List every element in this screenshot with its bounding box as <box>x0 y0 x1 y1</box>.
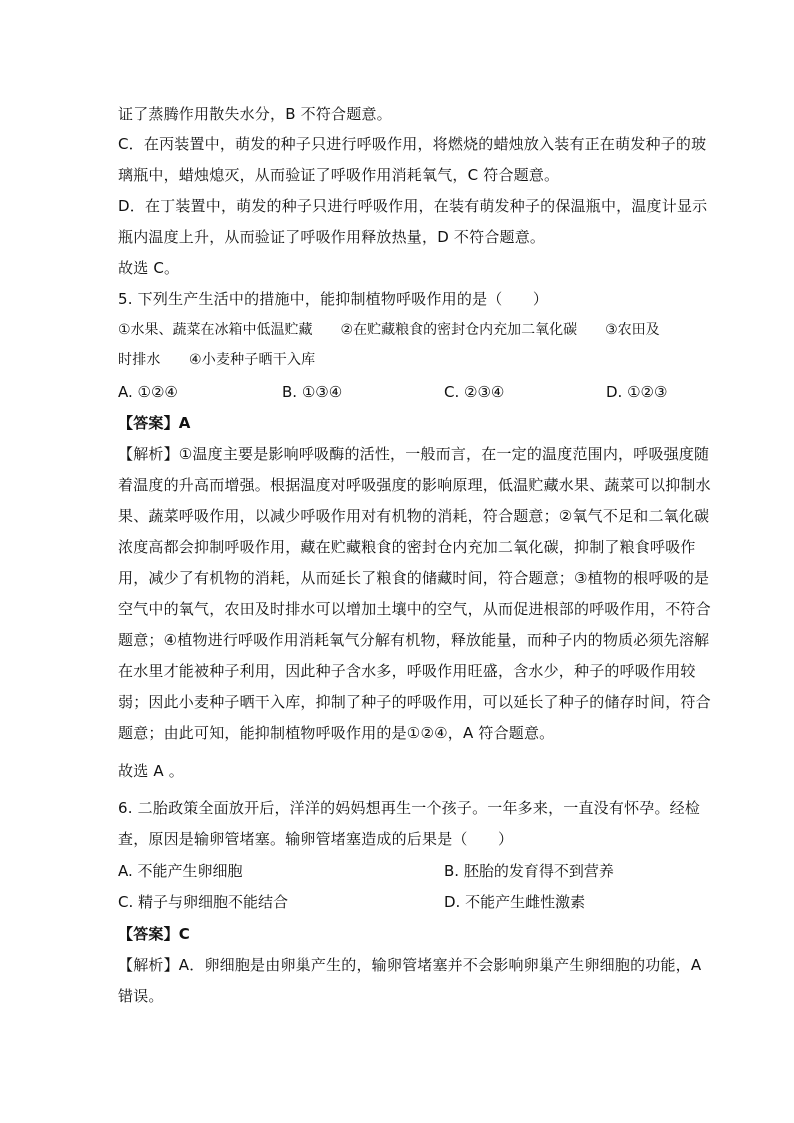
question-6-option-d: D. 不能产生雌性激素 <box>444 893 586 911</box>
text-line: D．在丁装置中，萌发的种子只进行呼吸作用，在装有萌发种子的保温瓶中，温度计显示 <box>118 197 708 215</box>
question-6-option-a: A. 不能产生卵细胞 <box>118 862 243 880</box>
question-5-items: ①水果、蔬菜在冰箱中低温贮藏 ②在贮藏粮食的密封仓内充加二氧化碳 ③农田及 <box>118 322 660 338</box>
question-6-option-b: B. 胚胎的发育得不到营养 <box>444 862 614 880</box>
question-5-analysis-line: 着温度的升高而增强。根据温度对呼吸强度的影响原理，低温贮藏水果、蔬菜可以抑制水 <box>118 476 711 494</box>
question-5-items: 时排水 ④小麦种子晒干入库 <box>118 352 316 368</box>
question-5-analysis-line: 果、蔬菜呼吸作用，以减少呼吸作用对有机物的消耗，符合题意；②氧气不足和二氧化碳 <box>118 507 710 525</box>
question-5-option-a: A. ①②④ <box>118 383 178 401</box>
text-line: 瓶内温度上升，从而验证了呼吸作用释放热量，D 不符合题意。 <box>118 228 546 246</box>
question-6-answer: 【答案】C <box>118 925 191 943</box>
question-5-analysis-line: 浓度高都会抑制呼吸作用，藏在贮藏粮食的密封仓内充加二氧化碳，抑制了粮食呼吸作 <box>118 538 696 556</box>
question-5-stem: 5. 下列生产生活中的措施中，能抑制植物呼吸作用的是（ ） <box>118 290 549 308</box>
text-line: 故选 C。 <box>118 259 180 277</box>
question-5-answer: 【答案】A <box>118 414 191 432</box>
text-line: 证了蒸腾作用散失水分，B 不符合题意。 <box>118 105 392 123</box>
question-5-analysis-line: 在水里才能被种子利用，因此种子含水多，呼吸作用旺盛，含水少，种子的呼吸作用较 <box>118 662 696 680</box>
question-5-analysis-line: 题意；由此可知，能抑制植物呼吸作用的是①②④，A 符合题意。 <box>118 724 555 742</box>
question-5-conclusion: 故选 A 。 <box>118 762 184 780</box>
question-5-analysis-line: 用，减少了有机物的消耗，从而延长了粮食的储藏时间，符合题意；③植物的根呼吸的是 <box>118 569 710 587</box>
question-5-option-b: B. ①③④ <box>282 383 343 401</box>
question-5-analysis-line: 弱；因此小麦种子晒干入库，抑制了种子的呼吸作用，可以延长了种子的储存时间，符合 <box>118 693 711 711</box>
question-6-stem: 6. 二胎政策全面放开后，洋洋的妈妈想再生一个孩子。一年多来，一直没有怀孕。经检 <box>118 799 701 817</box>
question-5-analysis-line: 题意；④植物进行呼吸作用消耗氧气分解有机物，释放能量，而种子内的物质必须先溶解 <box>118 631 710 649</box>
question-5-analysis-line: 【解析】①温度主要是影响呼吸酶的活性，一般而言，在一定的温度范围内，呼吸强度随 <box>118 445 710 463</box>
question-6-option-c: C. 精子与卵细胞不能结合 <box>118 893 289 911</box>
question-6-stem: 查，原因是输卵管堵塞。输卵管堵塞造成的后果是（ ） <box>118 830 514 848</box>
text-line: 璃瓶中，蜡烛熄灭，从而验证了呼吸作用消耗氧气，C 符合题意。 <box>118 166 560 184</box>
question-5-option-d: D. ①②③ <box>606 383 668 401</box>
question-6-analysis-line: 【解析】A．卵细胞是由卵巢产生的，输卵管堵塞并不会影响卵巢产生卵细胞的功能，A <box>118 956 702 974</box>
question-6-analysis-line: 错误。 <box>118 987 164 1005</box>
question-5-analysis-line: 空气中的氧气，农田及时排水可以增加土壤中的空气，从而促进根部的呼吸作用，不符合 <box>118 600 711 618</box>
question-5-option-c: C. ②③④ <box>444 383 505 401</box>
text-line: C．在丙装置中，萌发的种子只进行呼吸作用，将燃烧的蜡烛放入装有正在萌发种子的玻 <box>118 135 707 153</box>
